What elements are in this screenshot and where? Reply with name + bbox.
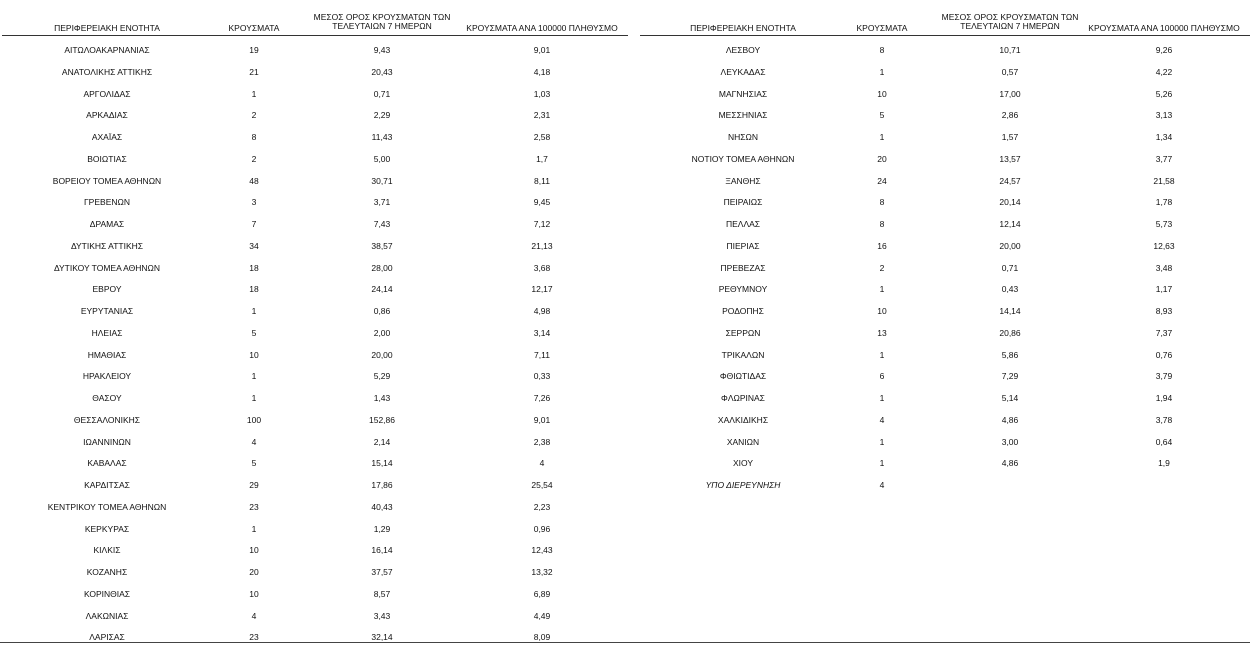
cases-cell: 10 xyxy=(249,545,259,556)
avg-cell: 4,86 xyxy=(1001,414,1019,425)
per100k-cell: 0,64 xyxy=(1155,436,1173,447)
region-cell: ΝΟΤΙΟΥ ΤΟΜΕΑ ΑΘΗΝΩΝ xyxy=(691,153,795,164)
avg-cell: 1,43 xyxy=(373,393,391,403)
table-row xyxy=(640,323,1250,345)
avg-cell: 3,71 xyxy=(373,197,391,208)
per100k-cell: 5,73 xyxy=(1155,219,1173,229)
avg-cell: 20,00 xyxy=(371,349,393,360)
region-cell: ΘΕΣΣΑΛΟΝΙΚΗΣ xyxy=(73,414,141,425)
cases-cell: 13 xyxy=(877,327,887,338)
cases-cell: 1 xyxy=(251,523,257,534)
region-cell: ΚΕΡΚΥΡΑΣ xyxy=(84,523,130,534)
per100k-cell: 2,23 xyxy=(533,501,551,512)
avg-cell: 12,14 xyxy=(999,219,1021,229)
avg-cell: 32,14 xyxy=(371,632,393,643)
per100k-cell: 9,26 xyxy=(1155,45,1173,55)
table-row xyxy=(640,258,1250,280)
avg-cell: 2,00 xyxy=(373,327,391,338)
avg-cell: 11,43 xyxy=(371,132,393,142)
per100k-cell: 5,26 xyxy=(1155,88,1173,99)
header-avg xyxy=(930,13,1090,31)
avg-cell: 24,14 xyxy=(371,284,393,295)
cases-cell: 18 xyxy=(249,284,259,295)
region-cell: ΠΡΕΒΕΖΑΣ xyxy=(720,262,766,273)
region-cell: ΘΑΣΟΥ xyxy=(92,393,122,403)
avg-cell: 17,00 xyxy=(999,88,1021,99)
header-avg-line1: ΜΕΣΟΣ ΟΡΟΣ ΚΡΟΥΣΜΑΤΩΝ ΤΩΝ xyxy=(313,12,451,22)
table-row xyxy=(640,214,1250,236)
avg-cell: 7,29 xyxy=(1001,371,1019,382)
cases-cell: 1 xyxy=(879,349,885,360)
cases-cell: 100 xyxy=(246,414,262,425)
avg-cell: 10,71 xyxy=(999,45,1021,55)
table-row xyxy=(2,84,628,106)
region-cell: ΕΒΡΟΥ xyxy=(92,284,122,295)
per100k-cell: 7,37 xyxy=(1155,327,1173,338)
per100k-cell: 7,26 xyxy=(533,393,551,403)
per100k-cell: 1,9 xyxy=(1158,458,1170,469)
table-row xyxy=(2,40,628,62)
per100k-cell: 1,17 xyxy=(1155,284,1173,295)
table-row xyxy=(2,497,628,519)
table-row xyxy=(2,562,628,584)
per100k-cell: 1,7 xyxy=(536,153,548,164)
header-divider xyxy=(640,35,1250,36)
per100k-cell: 0,33 xyxy=(533,371,551,382)
bottom-divider xyxy=(0,642,1250,643)
header-cases: ΚΡΟΥΣΜΑΤΑ xyxy=(856,23,908,33)
cases-cell: 4 xyxy=(879,414,885,425)
avg-cell: 16,14 xyxy=(371,545,393,556)
table-row xyxy=(640,105,1250,127)
avg-cell: 20,43 xyxy=(371,66,393,77)
avg-cell: 0,86 xyxy=(373,306,391,316)
region-cell: ΤΡΙΚΑΛΩΝ xyxy=(721,349,765,360)
per100k-cell: 0,76 xyxy=(1155,349,1173,360)
per100k-cell: 3,77 xyxy=(1155,153,1173,164)
table-row xyxy=(2,432,628,454)
avg-cell: 37,57 xyxy=(371,567,393,577)
cases-cell: 5 xyxy=(879,110,885,121)
region-cell: ΚΕΝΤΡΙΚΟΥ ΤΟΜΕΑ ΑΘΗΝΩΝ xyxy=(47,501,167,512)
cases-cell: 34 xyxy=(249,240,259,251)
region-cell: ΔΥΤΙΚΗΣ ΑΤΤΙΚΗΣ xyxy=(70,240,144,251)
per100k-cell: 1,94 xyxy=(1155,393,1173,403)
table-row xyxy=(2,627,628,649)
region-cell: ΥΠΟ ΔΙΕΡΕΥΝΗΣΗ xyxy=(705,480,781,490)
right-table-body xyxy=(640,40,1250,497)
per100k-cell: 12,17 xyxy=(531,284,553,295)
table-row xyxy=(2,171,628,193)
per100k-cell: 8,11 xyxy=(534,175,550,186)
avg-cell: 3,00 xyxy=(1001,436,1019,447)
per100k-cell: 1,78 xyxy=(1155,197,1173,208)
region-cell: ΧΙΟΥ xyxy=(732,458,754,469)
table-row xyxy=(640,84,1250,106)
per100k-cell: 6,89 xyxy=(533,588,551,599)
header-divider xyxy=(2,35,628,36)
table-row xyxy=(2,236,628,258)
cases-cell: 8 xyxy=(879,197,885,208)
per100k-cell: 3,48 xyxy=(1155,262,1173,273)
avg-cell: 4,86 xyxy=(1001,458,1019,469)
region-cell: ΚΟΡΙΝΘΙΑΣ xyxy=(83,588,131,599)
cases-cell: 10 xyxy=(249,588,259,599)
table-row xyxy=(640,432,1250,454)
per100k-cell: 1,03 xyxy=(533,88,551,99)
table-row xyxy=(640,127,1250,149)
cases-cell: 19 xyxy=(249,45,259,55)
region-cell: ΜΕΣΣΗΝΙΑΣ xyxy=(718,110,768,121)
region-cell: ΛΕΥΚΑΔΑΣ xyxy=(720,66,766,77)
avg-cell: 152,86 xyxy=(369,414,395,425)
table-row xyxy=(2,519,628,541)
avg-cell: 9,43 xyxy=(373,45,391,55)
table-row xyxy=(640,388,1250,410)
per100k-cell: 12,63 xyxy=(1153,240,1175,251)
table-row xyxy=(640,62,1250,84)
cases-cell: 48 xyxy=(249,175,259,186)
region-cell: ΓΡΕΒΕΝΩΝ xyxy=(84,197,130,208)
per100k-cell: 7,11 xyxy=(534,349,550,360)
table-row xyxy=(640,40,1250,62)
left-cases-table xyxy=(2,12,628,643)
cases-cell: 4 xyxy=(879,480,885,490)
avg-cell: 24,57 xyxy=(999,175,1021,186)
avg-cell: 14,14 xyxy=(999,306,1021,316)
region-cell: ΛΑΡΙΣΑΣ xyxy=(89,632,125,643)
cases-cell: 1 xyxy=(879,66,885,77)
per100k-cell: 13,32 xyxy=(531,567,553,577)
avg-cell: 0,71 xyxy=(373,88,391,99)
region-cell: ΗΛΕΙΑΣ xyxy=(91,327,123,338)
header-per100k: ΚΡΟΥΣΜΑΤΑ ΑΝΑ 100000 ΠΛΗΘΥΣΜΟ xyxy=(1088,23,1240,33)
avg-cell: 5,86 xyxy=(1001,349,1019,360)
region-cell: ΚΑΡΔΙΤΣΑΣ xyxy=(84,480,130,490)
cases-cell: 18 xyxy=(249,262,259,273)
per100k-cell: 4,98 xyxy=(533,306,551,316)
table-row xyxy=(2,258,628,280)
avg-cell: 0,43 xyxy=(1001,284,1019,295)
header-per100k: ΚΡΟΥΣΜΑΤΑ ΑΝΑ 100000 ΠΛΗΘΥΣΜΟ xyxy=(466,23,618,33)
per100k-cell: 2,58 xyxy=(533,132,551,142)
region-cell: ΑΡΚΑΔΙΑΣ xyxy=(86,110,128,121)
cases-cell: 4 xyxy=(251,436,257,447)
region-cell: ΒΟΡΕΙΟΥ ΤΟΜΕΑ ΑΘΗΝΩΝ xyxy=(52,175,162,186)
cases-cell: 1 xyxy=(251,371,257,382)
per100k-cell: 21,58 xyxy=(1153,175,1175,186)
cases-cell: 23 xyxy=(249,501,259,512)
table-row xyxy=(2,62,628,84)
region-cell: ΚΟΖΑΝΗΣ xyxy=(86,567,128,577)
cases-cell: 29 xyxy=(249,480,259,490)
cases-cell: 1 xyxy=(251,306,257,316)
per100k-cell: 1,34 xyxy=(1155,132,1173,142)
cases-cell: 1 xyxy=(879,436,885,447)
table-row xyxy=(640,236,1250,258)
cases-cell: 8 xyxy=(879,45,885,55)
header-avg xyxy=(302,13,462,31)
avg-cell: 5,14 xyxy=(1001,393,1019,403)
region-cell: ΔΥΤΙΚΟΥ ΤΟΜΕΑ ΑΘΗΝΩΝ xyxy=(53,262,161,273)
region-cell: ΑΝΑΤΟΛΙΚΗΣ ΑΤΤΙΚΗΣ xyxy=(61,66,153,77)
avg-cell: 8,57 xyxy=(373,588,391,599)
table-row xyxy=(640,345,1250,367)
table-row xyxy=(2,301,628,323)
table-row xyxy=(2,475,628,497)
cases-cell: 8 xyxy=(251,132,257,142)
per100k-cell: 21,13 xyxy=(531,240,553,251)
per100k-cell: 4,49 xyxy=(533,610,551,621)
per100k-cell: 3,78 xyxy=(1155,414,1173,425)
avg-cell: 2,29 xyxy=(373,110,391,121)
region-cell: ΗΜΑΘΙΑΣ xyxy=(87,349,127,360)
region-cell: ΞΑΝΘΗΣ xyxy=(725,175,761,186)
table-row xyxy=(640,279,1250,301)
cases-cell: 4 xyxy=(251,610,257,621)
region-cell: ΛΕΣΒΟΥ xyxy=(725,45,761,55)
cases-cell: 1 xyxy=(879,458,885,469)
cases-cell: 1 xyxy=(879,393,885,403)
header-region: ΠΕΡΙΦΕΡΕΙΑΚΗ ΕΝΟΤΗΤΑ xyxy=(54,23,160,33)
cases-cell: 21 xyxy=(249,66,259,77)
avg-cell: 38,57 xyxy=(371,240,393,251)
cases-cell: 1 xyxy=(251,393,257,403)
table-row xyxy=(2,366,628,388)
table-row xyxy=(640,192,1250,214)
table-row xyxy=(2,214,628,236)
cases-cell: 1 xyxy=(879,284,885,295)
table-row xyxy=(2,540,628,562)
table-row xyxy=(640,475,1250,497)
table-row xyxy=(640,149,1250,171)
header-region: ΠΕΡΙΦΕΡΕΙΑΚΗ ΕΝΟΤΗΤΑ xyxy=(690,23,796,33)
region-cell: ΑΧΑΪΑΣ xyxy=(91,132,123,142)
avg-cell: 1,29 xyxy=(373,523,391,534)
cases-cell: 20 xyxy=(249,567,259,577)
region-cell: ΦΛΩΡΙΝΑΣ xyxy=(721,393,765,403)
avg-cell: 13,57 xyxy=(999,153,1021,164)
table-row xyxy=(2,410,628,432)
cases-cell: 1 xyxy=(251,88,257,99)
table-row xyxy=(640,410,1250,432)
per100k-cell: 2,31 xyxy=(533,110,551,121)
region-cell: ΝΗΣΩΝ xyxy=(727,132,759,142)
cases-cell: 2 xyxy=(879,262,885,273)
table-row xyxy=(2,584,628,606)
avg-cell: 1,57 xyxy=(1001,132,1019,142)
table-row xyxy=(2,192,628,214)
table-row xyxy=(2,149,628,171)
region-cell: ΒΟΙΩΤΙΑΣ xyxy=(87,153,127,164)
cases-cell: 16 xyxy=(877,240,887,251)
per100k-cell: 2,38 xyxy=(533,436,551,447)
per100k-cell: 4,22 xyxy=(1155,66,1173,77)
per100k-cell: 8,93 xyxy=(1155,306,1173,316)
table-row xyxy=(2,279,628,301)
avg-cell: 28,00 xyxy=(371,262,393,273)
region-cell: ΔΡΑΜΑΣ xyxy=(89,219,125,229)
region-cell: ΜΑΓΝΗΣΙΑΣ xyxy=(718,88,768,99)
table-row xyxy=(640,301,1250,323)
region-cell: ΡΕΘΥΜΝΟΥ xyxy=(718,284,768,295)
header-cases: ΚΡΟΥΣΜΑΤΑ xyxy=(228,23,280,33)
avg-cell: 40,43 xyxy=(371,501,393,512)
table-row xyxy=(640,171,1250,193)
region-cell: ΛΑΚΩΝΙΑΣ xyxy=(85,610,129,621)
per100k-cell: 9,01 xyxy=(533,414,551,425)
avg-cell: 15,14 xyxy=(371,458,393,469)
left-table-header xyxy=(2,12,628,34)
region-cell: ΚΑΒΑΛΑΣ xyxy=(87,458,127,469)
avg-cell: 20,86 xyxy=(999,327,1021,338)
avg-cell: 20,14 xyxy=(999,197,1021,208)
cases-cell: 23 xyxy=(249,632,259,643)
right-cases-table xyxy=(640,12,1250,490)
table-row xyxy=(2,323,628,345)
region-cell: ΡΟΔΟΠΗΣ xyxy=(722,306,764,316)
cases-cell: 24 xyxy=(877,175,887,186)
cases-cell: 8 xyxy=(879,219,885,229)
region-cell: ΚΙΛΚΙΣ xyxy=(93,545,121,556)
per100k-cell: 9,01 xyxy=(533,45,551,55)
avg-cell: 30,71 xyxy=(371,175,393,186)
table-row xyxy=(2,345,628,367)
region-cell: ΧΑΛΚΙΔΙΚΗΣ xyxy=(717,414,769,425)
table-row xyxy=(2,388,628,410)
region-cell: ΣΕΡΡΩΝ xyxy=(725,327,761,338)
avg-cell: 5,00 xyxy=(373,153,391,164)
avg-cell: 2,14 xyxy=(373,436,391,447)
table-row xyxy=(2,127,628,149)
avg-cell: 0,71 xyxy=(1001,262,1019,273)
cases-cell: 1 xyxy=(879,132,885,142)
right-table-header xyxy=(640,12,1250,34)
per100k-cell: 25,54 xyxy=(531,480,553,490)
avg-cell: 0,57 xyxy=(1001,66,1019,77)
cases-cell: 2 xyxy=(251,110,257,121)
per100k-cell: 3,14 xyxy=(533,327,551,338)
per100k-cell: 4 xyxy=(539,458,545,469)
header-avg-line1: ΜΕΣΟΣ ΟΡΟΣ ΚΡΟΥΣΜΑΤΩΝ ΤΩΝ xyxy=(941,12,1079,22)
avg-cell: 7,43 xyxy=(373,219,391,229)
table-row xyxy=(2,105,628,127)
cases-cell: 10 xyxy=(249,349,259,360)
region-cell: ΦΘΙΩΤΙΔΑΣ xyxy=(719,371,767,382)
avg-cell: 17,86 xyxy=(371,480,393,490)
cases-cell: 5 xyxy=(251,458,257,469)
region-cell: ΠΕΛΛΑΣ xyxy=(725,219,761,229)
cases-cell: 6 xyxy=(879,371,885,382)
cases-cell: 3 xyxy=(251,197,257,208)
table-row xyxy=(2,606,628,628)
cases-cell: 5 xyxy=(251,327,257,338)
table-row xyxy=(640,366,1250,388)
region-cell: ΠΕΙΡΑΙΩΣ xyxy=(723,197,763,208)
cases-cell: 20 xyxy=(877,153,887,164)
region-cell: ΑΡΓΟΛΙΔΑΣ xyxy=(83,88,131,99)
table-row xyxy=(640,453,1250,475)
per100k-cell: 4,18 xyxy=(533,66,551,77)
per100k-cell: 3,13 xyxy=(1155,110,1173,121)
region-cell: ΑΙΤΩΛΟΑΚΑΡΝΑΝΙΑΣ xyxy=(64,45,150,55)
cases-cell: 10 xyxy=(877,306,887,316)
avg-cell: 5,29 xyxy=(373,371,391,382)
header-avg-line2: ΤΕΛΕΥΤΑΙΩΝ 7 ΗΜΕΡΩΝ xyxy=(960,21,1060,31)
cases-cell: 10 xyxy=(877,88,887,99)
avg-cell: 3,43 xyxy=(373,610,391,621)
per100k-cell: 7,12 xyxy=(533,219,551,229)
region-cell: ΕΥΡΥΤΑΝΙΑΣ xyxy=(80,306,134,316)
per100k-cell: 3,68 xyxy=(533,262,551,273)
region-cell: ΙΩΑΝΝΙΝΩΝ xyxy=(83,436,131,447)
per100k-cell: 12,43 xyxy=(531,545,553,556)
cases-cell: 2 xyxy=(251,153,257,164)
per100k-cell: 3,79 xyxy=(1155,371,1173,382)
region-cell: ΧΑΝΙΩΝ xyxy=(726,436,760,447)
per100k-cell: 9,45 xyxy=(533,197,551,208)
cases-cell: 7 xyxy=(251,219,257,229)
region-cell: ΠΙΕΡΙΑΣ xyxy=(726,240,760,251)
region-cell: ΗΡΑΚΛΕΙΟΥ xyxy=(82,371,132,382)
avg-cell: 20,00 xyxy=(999,240,1021,251)
table-row xyxy=(2,453,628,475)
avg-cell: 2,86 xyxy=(1001,110,1019,121)
left-table-body xyxy=(2,40,628,649)
header-avg-line2: ΤΕΛΕΥΤΑΙΩΝ 7 ΗΜΕΡΩΝ xyxy=(332,21,432,31)
per100k-cell: 8,09 xyxy=(533,632,551,643)
per100k-cell: 0,96 xyxy=(533,523,551,534)
